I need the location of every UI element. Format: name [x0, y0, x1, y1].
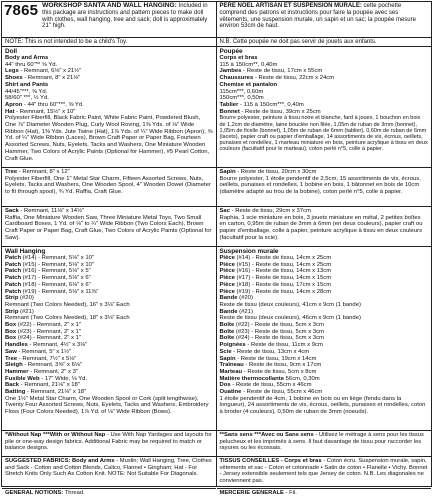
yardage-line: Body and Arms	[5, 55, 49, 61]
yardage-line: Box (#23) - Remnant, 2" x 1"	[5, 328, 81, 335]
yardage-line: Boîte (#22) - Reste de tissu, 5cm x 3cm	[219, 322, 324, 329]
general-notions-en: GENERAL NOTIONS: Thread.	[5, 490, 85, 496]
sac-heading: Sac	[219, 208, 230, 214]
sack-size: - Remnant, 11⅛" x 14½"	[18, 208, 85, 214]
poupee-lines	[220, 55, 429, 115]
yardage-line: Tree - Remnant, 7½" x 5⅛"	[5, 355, 77, 362]
yardage-line: Handles - Remnant, 4½" x 3⅛"	[5, 342, 88, 349]
sack-section-en	[2, 207, 216, 247]
yardage-line: Patch (#17) - Remnant, 5⅛" x 6"	[5, 275, 91, 282]
yardage-line: Boîte (#24) - Reste de tissu, 5cm x 3cm	[219, 335, 324, 342]
yardage-line: Saw - Remnant, 5" x 1½"	[5, 348, 72, 355]
yardage-line: Hat - Remnant, 15½" x 10"	[5, 108, 76, 115]
yardage-line: Patch (#15) - Remnant, 5⅛" x 10"	[5, 261, 94, 268]
header-en	[2, 2, 216, 38]
yardage-line: Reste de tissu (deux couleurs), 46cm x 9cm (1 bande)	[219, 315, 361, 322]
yardage-line: Batting - Remnant, 21⅛" x 18"	[5, 389, 87, 396]
tree-size: - Remnant, 8" x 12"	[17, 169, 70, 175]
tree-section-en	[2, 168, 216, 207]
yardage-line: 115cm***, 0,60m	[219, 88, 264, 95]
nap-note-en: *Without Nap ***With or Without Nap - Use With Nap Yardages and layouts for pile or one-way design fabrics. Additional Fabric may be required to match or balance designs.	[2, 431, 216, 457]
sack-section-fr	[217, 207, 432, 247]
yardage-line: Boîte (#23) - Reste de tissu, 5cm x 3cm	[219, 328, 324, 335]
yardage-line: Bande (#21)	[219, 308, 253, 315]
wall-hanging-notions: One 1½" Metal Star Charm, One Wooden Spool or Cork (split lengthwise), Twenty Four Assorted Screws, Nuts, Eyelets, Tacks and Washers, Embroidery Floss (Four Colors Needed), 1⅞ Yd. of ⅛" Wide Ribbon (Bows).	[5, 395, 209, 416]
pattern-envelope-back	[1, 1, 432, 496]
yardage-line: Scie - Reste de tissu, 13cm x 4cm	[219, 348, 310, 355]
yardage-line: Box (#24) - Remnant, 2" x 1"	[5, 335, 81, 342]
suggested-fabrics-en: SUGGESTED FABRICS: Body and Arms - Muslin; Wall Hanging, Tree, Clothes and Sack - Cotton and Cotton Blends, Calico, Flannel • Gingham; Hat - For Stretch Knits Only Such As Cotton Knit. NOTE: Not Suitable For Diagonals.	[2, 457, 216, 489]
note-fr: N.B. Cette poupée ne doit pas servir de jouets aux enfants.	[217, 38, 432, 47]
wall-hanging-heading: Wall Hanging	[5, 248, 46, 255]
yardage-line: Pièce (#16) - Reste de tissu, 14cm x 13cm	[219, 268, 332, 275]
suspension-heading: Suspension murale	[219, 248, 279, 255]
tree-notions: Polyester Fiberfill, One 1" Metal Star Charm, Fifteen Assorted Screws, Nuts, Eyelets, Tacks and Washers, One Wooden Spool, 4" Wooden Dowel (Diameter to fit through spool), ¾ Yd. Raffia, Craft Glue.	[5, 175, 211, 196]
yardage-line: Bonnet - Reste de tissu, 39cm x 25cm	[219, 108, 321, 115]
sapin-heading: Sapin	[219, 169, 236, 175]
sac-size: - Reste de tissu, 29cm x 37cm	[229, 208, 311, 214]
sack-notions: Raffia, One Miniature Wooden Saw, Three Miniature Metal Toys, Two Small Cardboard Boxes, 1 Yd. of ⅛" to ¼" Wide Ribbon (Two Colors Each), Brown Craft Paper or Paper Bag, Craft Glue, Two Colors of Acrylic Paints (Optional for Saw).	[5, 214, 212, 241]
french-column	[217, 2, 432, 496]
poupee-notions: Bourre polyester, peinture à tissu noire et blanche, fard à joues, 1 bouchon en bois de 1,2cm de diamètre, laine bouclée non filée, 1,05m de ruban de 3mm (bonnet), 1,05m de ficelle (bonnet), 1,05m de ruban de 6mm (tablier), 0,60m de ruban de 6mm (lacets), papier craft ou papier d'emballage, 14 assortiments de vis, écrous, oeillets, punaises et rondelles, 1 marteau miniature en bois, peinture acrylique à tissu en deux couleurs (facultatif pour le marteau), coton perlé n°5, colle à papier.	[219, 115, 428, 153]
yardage-line: 44/45"***, ⅝ Yd.	[5, 88, 48, 95]
yardage-line: Hammer - Remnant, 2" x 3"	[5, 368, 78, 375]
yardage-line: Pièce (#14) - Reste de tissu, 14cm x 25cm	[219, 255, 332, 261]
yardage-line: Shoes - Remnant, 8" x 21⅛"	[5, 75, 81, 82]
yardage-line: Box (#22) - Remnant, 2" x 1"	[5, 322, 81, 329]
sapin-size: - Reste de tissu, 20cm x 30cm	[235, 169, 317, 175]
yardage-line: Sleigh - Remnant, 3⅝" x 6⅛"	[5, 362, 82, 369]
yardage-line: Patch (#18) - Remnant, 6⅛" x 6"	[5, 281, 91, 288]
yardage-line: Reste de tissu (deux couleurs), 41cm x 9cm (1 bande)	[219, 301, 361, 308]
doll-lines	[5, 55, 213, 115]
english-column	[2, 2, 217, 496]
sapin-notions: Bourre polyester, 1 étoile pendentif de 2,5cm, 15 assortiments de vis, écrous, oeillets, punaises et rondelles, 1 bobine en bois, 1 bâtonnet en bois de 10cm (diamètre adapté au trou de la bobine), coton perlé n°5, colle à papier.	[219, 175, 421, 196]
nap-note-fr: **Sans sens ***Avec ou Sans sens - Utilisez le métrage à sens pour les tissus pelucheux et les imprimés à sens. Il faut davantage de tissu pour raccorder les rayures ou les écossais.	[217, 431, 432, 457]
yardage-line: Bande (#20)	[219, 295, 253, 302]
yardage-line: Legs - Remnant, 6⅛" x 21½"	[5, 68, 82, 75]
doll-notions: Polyester Fiberfill, Black Fabric Paint, White Fabric Paint, Powdered Blush, One ⅞" Diameter Wooden Plug, Curly Wool Roving, 1⅜ Yds. of ⅛" Wide Ribbon (Hat), 1⅜ Yds. Jute Twine (Hat), 1⅞ Yds. of ¼" Wide Ribbon (Apron), ⅝ Yd. of ¼" Wide Ribbon (Laces), Brown Craft Paper or Paper Bag, Fourteen Assorted Screws, Nuts, Eyelets, Tacks and Washers, One Miniature Wooden Hammer, Two Colors of Acrylic Paints (Optional for Hammer), #5 Pearl Cotton, Craft Glue.	[5, 115, 213, 162]
yardage-line: Matière thermocollante 56cm, 0,30m	[219, 375, 320, 382]
tree-heading: Tree	[5, 169, 18, 175]
yardage-line: Chaussures - Reste de tissu, 22cm x 24cm	[219, 75, 335, 82]
yardage-line: Tablier - 115 à 150cm***, 0,40m	[219, 101, 304, 108]
yardage-line: Apron - 44" thru 60"***, ⅜ Yd.	[5, 101, 84, 108]
yardage-line: Back - Remnant, 21⅛" x 18"	[5, 382, 80, 389]
suggested-fabrics-fr: TISSUS CONSEILLES - Corps et bras - Coton écru. Suspension murale, sapin, vêtements et sac - Coton et cotonnade • Satin de coton • Flanelle • Vichy. Bonnet - Jersey extensible seulement tels que Jersey de coton. N.B. Les diagonales ne conviennent pas.	[217, 457, 432, 489]
yardage-line: Ouatine - Reste de tissu, 55cm x 46cm	[219, 389, 323, 396]
note-en: NOTE: This is not intended to be a child's Toy.	[2, 38, 216, 47]
doll-heading: Doll	[5, 48, 18, 55]
wall-hanging-section-en	[2, 247, 216, 431]
poupee-heading: Poupée	[219, 48, 243, 55]
yardage-line: Patch (#19) - Remnant, 5⅛" x 11⅜"	[5, 288, 99, 295]
yardage-line: 44" thru 60"** ⅝ Yd.	[5, 61, 58, 68]
tree-section-fr	[217, 168, 432, 207]
yardage-line: Strip (#21)	[5, 308, 34, 315]
header-fr: PERE NOEL ARTISAN ET SUSPENSION MURALE: cette pochette comprend des patrons et instructions pour faire la poupée avec ses vêtements, une suspension murale, un sapin et un sac; la poupée mesure environ 53cm de haut.	[217, 2, 432, 38]
yardage-line: Remnant (Two Colors Needed), 16" x 3⅛" Each	[5, 301, 130, 308]
yardage-line: Chemise et pantalon	[219, 81, 278, 88]
yardage-line: Poignées - Reste de tissu, 11cm x 9cm	[219, 342, 323, 349]
yardage-line: Strip (#20)	[5, 295, 34, 302]
yardage-line: 115 à 150cm**, 0,40m	[219, 61, 278, 68]
pattern-number: 7865	[4, 2, 39, 19]
sack-heading: Sack	[5, 208, 19, 214]
yardage-line: Pièce (#19) - Reste de tissu, 14cm x 28cm	[219, 288, 332, 295]
wall-hanging-lines	[5, 255, 213, 396]
yardage-line: Fusible Web - 17" Wide, ⅛ Yd.	[5, 375, 88, 382]
suspension-notions: 1 étoile pendentif de 4cm, 1 bobine en bois ou en liège (fendu dans la longueur), 24 assortiments de vis, écrous, oeillets, punaises et rondelles, coton à broder (4 couleurs), 0,50m de ruban de 3mm (noeuds).	[219, 395, 426, 416]
doll-section-en	[2, 47, 216, 168]
yardage-line: Remnant (Two Colors Needed), 18" x 3⅛" Each	[5, 315, 130, 322]
yardage-line: Corps et bras	[219, 55, 258, 61]
yardage-line: Patch (#16) - Remnant, 5⅛" x 5"	[5, 268, 91, 275]
yardage-line: Traîneau - Reste de tissu, 9cm x 17cm	[219, 362, 322, 369]
yardage-line: Pièce (#17) - Reste de tissu, 14cm x 15cm	[219, 275, 332, 282]
doll-section-fr	[217, 47, 432, 168]
yardage-line: Dos - Reste de tissu, 55cm x 46cm	[219, 382, 312, 389]
suspension-lines	[220, 255, 429, 396]
yardage-line: Patch (#14) - Remnant, 5⅛" x 10"	[5, 255, 94, 261]
yardage-line: Pièce (#15) - Reste de tissu, 14cm x 25cm	[219, 261, 332, 268]
yardage-line: 58/60" ***, ½ Yd.	[5, 95, 49, 102]
yardage-line: Pièce (#18) - Reste de tissu, 17cm x 15cm	[219, 281, 332, 288]
sac-notions: Raphia, 1 scie miniature en bois, 3 jouets miniature en métal, 2 petites boîtes en carton, 0,95m de ruban de 3mm à 6mm (en deux couleurs), papier craft ou papier d'emballage, colle à papier, peinture acrylique à tissu en deux couleurs (facultatif pour la scie).	[219, 214, 423, 241]
yardage-line: Marteau - Reste de tissu, 5cm x 8cm	[219, 368, 317, 375]
yardage-line: 150cm***, 0,50m	[219, 95, 264, 102]
yardage-line: Sapin - Reste de tissu, 19cm x 14cm	[219, 355, 317, 362]
wall-hanging-section-fr	[217, 247, 432, 431]
yardage-line: Shirt and Pants	[5, 81, 49, 88]
yardage-line: Jambes - Reste de tissu, 17cm x 55cm	[219, 68, 323, 75]
general-notions-fr: MERCERIE GENERALE - Fil.	[219, 490, 297, 496]
pattern-title-en: WORKSHOP SANTA AND WALL HANGING: Included in this package are instructions and pattern pieces to make doll with clothes, wall hanging, tree and sack; doll is approximately 21" high.	[42, 2, 208, 30]
